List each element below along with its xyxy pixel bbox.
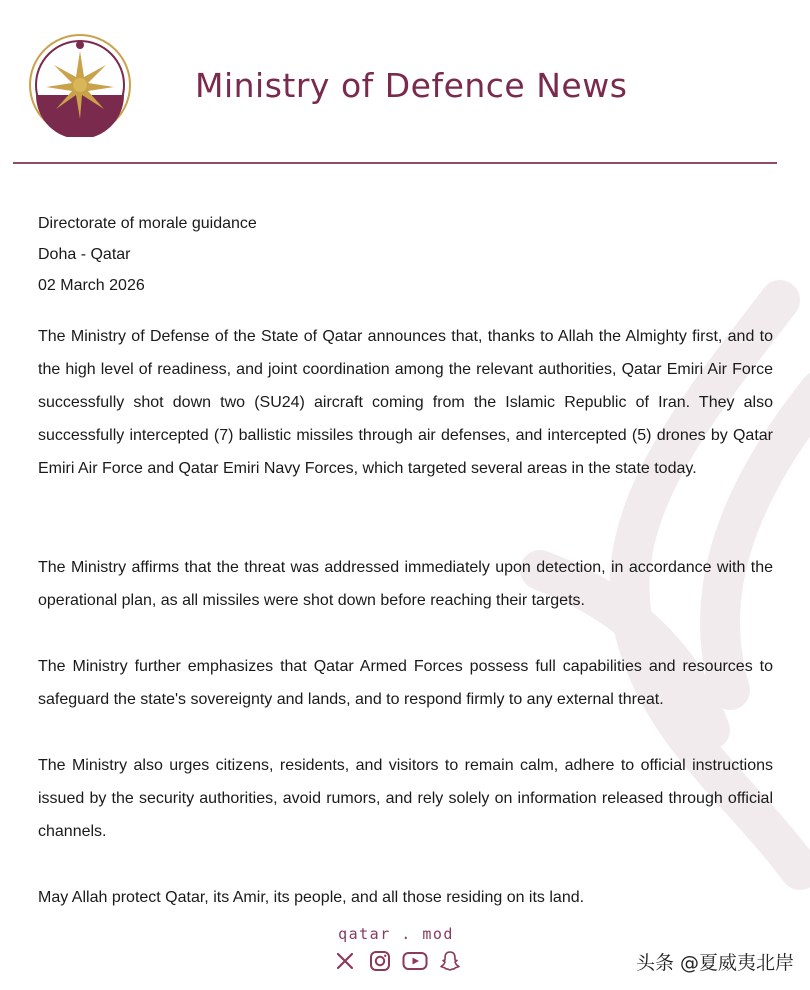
location-line: Doha - Qatar: [38, 246, 131, 263]
youtube-icon[interactable]: [402, 948, 428, 974]
statement-paragraph-4: The Ministry also urges citizens, residents, and visitors to remain calm, adhere to official instructions issued by the security authorities, avoid rumors, and rely solely on information released through official channels.: [38, 757, 773, 840]
social-handle[interactable]: qatar . mod: [338, 925, 454, 943]
statement-paragraph-2: The Ministry affirms that the threat was addressed immediately upon detection, in accordance with the operational plan, as all missiles were shot down before reaching their targets.: [38, 559, 773, 609]
document-meta: [38, 208, 257, 301]
statement-paragraph-1: The Ministry of Defense of the State of Qatar announces that, thanks to Allah the Almighty first, and to the high level of readiness, and joint coordination among the relevant authorities, Qatar Emiri Air Force successfully shot down two (SU24) aircraft coming from the Islamic Republic of Iran. They also successfully intercepted (7) ballistic missiles through air defenses, and intercepted (5) drones by Qatar Emiri Air Force and Qatar Emiri Navy Forces, which targeted several areas in the state today.: [38, 328, 773, 477]
date-line: 02 March 2026: [38, 277, 145, 294]
ministry-logo-icon: [28, 33, 132, 137]
page-header: [0, 0, 810, 165]
instagram-icon[interactable]: [367, 948, 393, 974]
page-title: Ministry of Defence News: [195, 66, 628, 105]
statement-paragraph-3: The Ministry further emphasizes that Qatar Armed Forces possess full capabilities and resources to safeguard the state's sovereignty and lands, and to respond firmly to any external threat.: [38, 658, 773, 708]
x-icon[interactable]: [332, 948, 358, 974]
social-links: [332, 948, 463, 974]
header-divider: [13, 162, 777, 164]
snapchat-icon[interactable]: [437, 948, 463, 974]
logo-text: القوات المسلحة: [56, 124, 104, 132]
statement-paragraph-5: May Allah protect Qatar, its Amir, its people, and all those residing on its land.: [38, 889, 585, 906]
department-line: Directorate of morale guidance: [38, 215, 257, 232]
source-credit: 头条 @夏威夷北岸: [635, 952, 794, 974]
